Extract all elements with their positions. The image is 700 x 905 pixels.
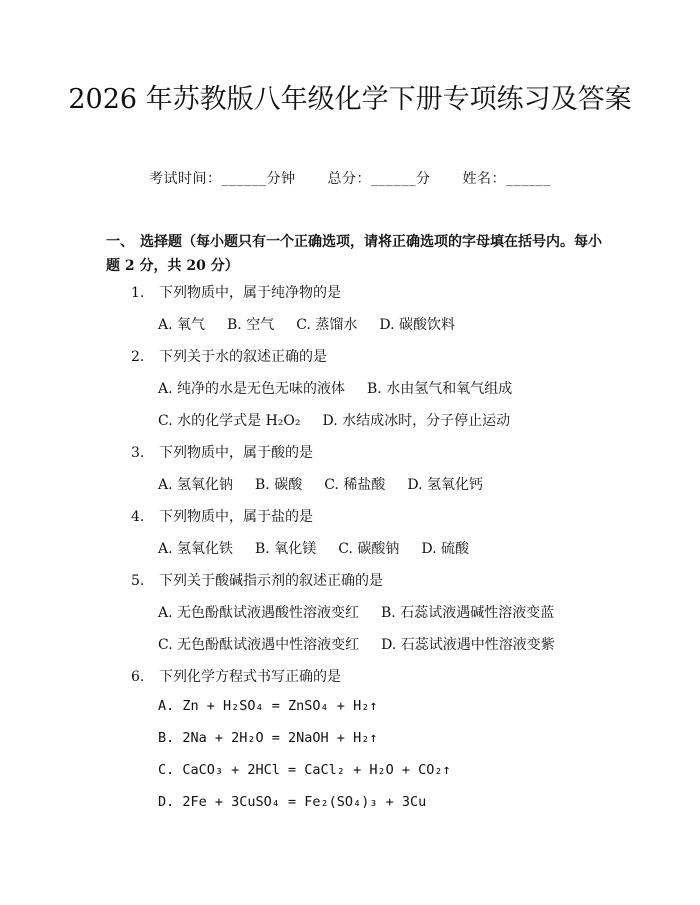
section-number: 一、: [106, 234, 134, 250]
question-text: 下列化学方程式书写正确的是: [159, 669, 341, 685]
option-b: B. 石蕊试液遇碱性溶液变蓝: [381, 605, 555, 621]
option-c: C. 水的化学式是 H₂O₂: [158, 413, 301, 429]
option-a: A. 氧气: [158, 317, 206, 333]
question-text: 下列关于酸碱指示剂的叙述正确的是: [159, 573, 383, 589]
student-name-field: 姓名：______: [462, 171, 551, 187]
option-b: B. 碳酸: [255, 477, 303, 493]
question-4-options: [158, 538, 469, 558]
question-number: 2.: [131, 349, 145, 365]
option-c: C. 稀盐酸: [324, 477, 386, 493]
question-2-options-row1: [158, 378, 512, 398]
question-number: 6.: [131, 669, 145, 685]
question-1-options: [158, 314, 455, 334]
question-5: [131, 570, 383, 590]
question-text: 下列物质中，属于纯净物的是: [159, 285, 341, 301]
option-d: D. 石蕊试液遇中性溶液变紫: [381, 637, 555, 653]
question-text: 下列关于水的叙述正确的是: [159, 349, 327, 365]
option-d: D. 2Fe + 3CuSO₄ = Fe₂(SO₄)₃ + 3Cu: [158, 794, 427, 810]
question-number: 5.: [131, 573, 145, 589]
question-1: [131, 282, 341, 302]
option-c: C. 无色酚酞试液遇中性溶液变红: [158, 637, 360, 653]
question-6: [131, 666, 341, 686]
question-5-options-row1: [158, 602, 554, 622]
exam-info-line: [0, 168, 700, 188]
option-b: B. 2Na + 2H₂O = 2NaOH + H₂↑: [158, 730, 378, 746]
question-2: [131, 346, 327, 366]
question-number: 3.: [131, 445, 145, 461]
question-4: [131, 506, 313, 526]
option-d: D. 水结成冰时，分子停止运动: [322, 413, 511, 429]
question-number: 4.: [131, 509, 145, 525]
option-a: A. Zn + H₂SO₄ = ZnSO₄ + H₂↑: [158, 698, 378, 714]
option-d: D. 氢氧化钙: [407, 477, 483, 493]
option-c: C. 碳酸钠: [338, 541, 400, 557]
document-title: 2026 年苏教版八年级化学下册专项练习及答案: [68, 84, 632, 115]
option-a: A. 氢氧化钠: [158, 477, 234, 493]
section-heading: [106, 230, 606, 278]
option-b: B. 空气: [227, 317, 275, 333]
option-a: A. 氢氧化铁: [158, 541, 234, 557]
option-a: A. 纯净的水是无色无味的液体: [158, 381, 346, 397]
question-text: 下列物质中，属于酸的是: [159, 445, 313, 461]
option-b: B. 水由氢气和氧气组成: [367, 381, 513, 397]
option-c: C. 蒸馏水: [296, 317, 358, 333]
option-a: A. 无色酚酞试液遇酸性溶液变红: [158, 605, 360, 621]
question-3-options: [158, 474, 483, 494]
question-5-options-row2: [158, 634, 555, 654]
option-d: D. 碳酸饮料: [379, 317, 455, 333]
question-text: 下列物质中，属于盐的是: [159, 509, 313, 525]
question-number: 1.: [131, 285, 145, 301]
total-score-field: 总分：______分: [327, 171, 431, 187]
option-b: B. 氧化镁: [255, 541, 317, 557]
option-d: D. 硫酸: [421, 541, 469, 557]
option-c: C. CaCO₃ + 2HCl = CaCl₂ + H₂O + CO₂↑: [158, 762, 451, 778]
section-instructions: 选择题（每小题只有一个正确选项，请将正确选项的字母填在括号内。每小题 2 分，共 20 分）: [106, 234, 602, 274]
exam-time-field: 考试时间：______分钟: [149, 171, 296, 187]
question-2-options-row2: [158, 410, 510, 430]
question-3: [131, 442, 313, 462]
